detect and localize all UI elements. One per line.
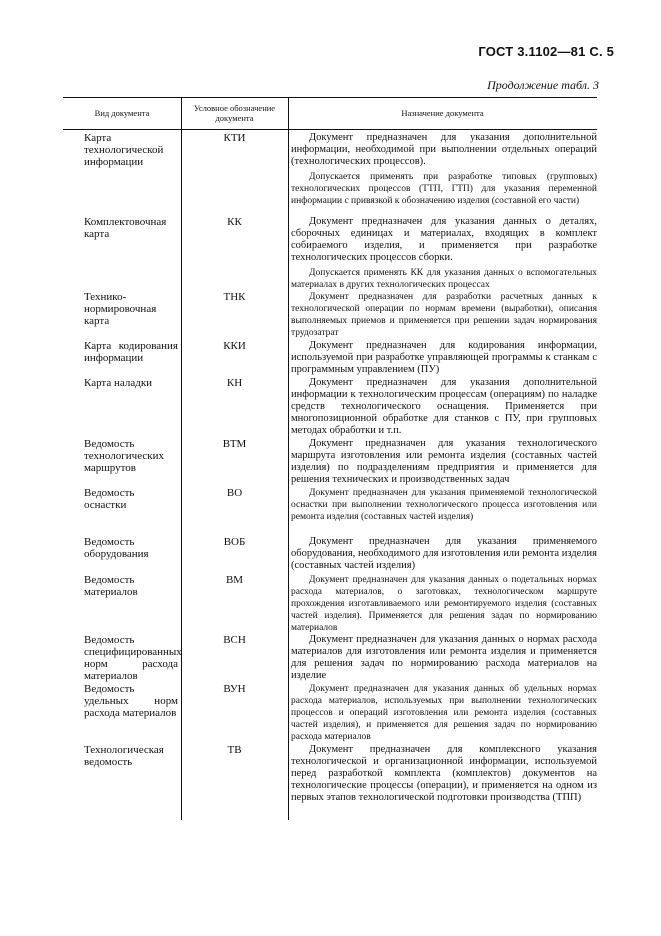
doc-purpose (291, 634, 597, 682)
doc-code: ВОБ (223, 536, 246, 548)
purpose-paragraph: Документ предназначен для указания технологического маршрута изготовления или ремонта изделия (составных частей изделия) по подразделениям предприятия и применяется для решения технических и производственных задач (291, 438, 597, 485)
doc-type-name: Ведомость материалов (84, 574, 138, 598)
doc-type-name: Карта кодирования информации (84, 340, 178, 364)
doc-type-name: Ведомость специфицированных норм расхода материалов (84, 634, 182, 682)
table-continuation-label: Продолжение табл. 3 (487, 78, 599, 92)
doc-code: ВО (226, 487, 243, 499)
table-column-divider (181, 97, 182, 820)
doc-type-name: Технологическая ведомость (84, 744, 164, 768)
purpose-paragraph: Документ предназначен для указания данных о подетальных нормах расхода материалов, о заготовках, технологическом маршруте прохождения изготавливаемого или ремонтируемого изделия (составных частей изделия). Применяется для решения задач по нормированию материалов (291, 575, 597, 633)
doc-type-name: Ведомость технологических маршрутов (84, 438, 164, 474)
doc-purpose (291, 487, 597, 523)
doc-type-name: Карта технологической информации (84, 132, 164, 168)
column-header-doc-type: Вид документа (94, 108, 150, 118)
doc-code: КК (227, 216, 242, 228)
purpose-paragraph: Документ предназначен для указания применяемой технологической оснастки при выполнении технологического процесса изготовления или ремонта изделия (составных частей изделия) (291, 488, 597, 522)
doc-code: ВТМ (222, 438, 247, 450)
purpose-paragraph: Документ предназначен для кодирования информации, используемой при разработке управляющей программы к станкам с программным управлением (ПУ) (291, 340, 597, 375)
purpose-paragraph: Документ предназначен для комплексного указания технологической и организационной информации, используемой перед разработкой комплекта (комплектов) документов на технологические процессы (операции), и применяется на одном из первых этапов технологической подготовки производства (ТПП) (291, 744, 597, 803)
doc-purpose (291, 438, 597, 486)
purpose-paragraph: Документ предназначен для указания данных о нормах расхода материалов для изготовления или ремонта изделия и применяется для решения задач по нормированию расхода материалов на изделие (291, 634, 597, 681)
page-header-code: ГОСТ 3.1102—81 С. 5 (478, 44, 614, 59)
doc-purpose (291, 574, 597, 634)
column-header-doc-purpose: Назначение документа (401, 108, 484, 118)
doc-code: ТВ (227, 744, 242, 756)
purpose-paragraph: Допускается применять при разработке типовых (групповых) технологических процессов (ТТП, ГТП) для указания переменной информации с привязкой к обозначению изделия (составной его части) (291, 172, 597, 206)
doc-type-name: Ведомость оборудования (84, 536, 149, 560)
purpose-paragraph: Документ предназначен для указания дополнительной информации, необходимой при выполнении отдельных операций (технологических процессов). (291, 132, 597, 167)
column-header-doc-code: Условное обозначение документа (193, 103, 276, 123)
doc-purpose (291, 340, 597, 376)
purpose-paragraph: Документ предназначен для указания данных об удельных нормах расхода материалов, используемых при выполнении технологических процессов и операций изготовления или ремонта изделия (составных частей изделия), и применяется для решения задач по нормированию расхода материалов (291, 684, 597, 742)
doc-code: ВСН (223, 634, 246, 646)
doc-type-name: Комплектовочная карта (84, 216, 167, 240)
doc-code: ККИ (223, 340, 246, 352)
doc-code: ВМ (225, 574, 244, 586)
doc-type-name: Ведомость удельных норм расхода материалов (84, 683, 178, 719)
doc-purpose (291, 744, 597, 804)
table-column-divider (288, 97, 289, 820)
table-header-rule (63, 129, 597, 130)
doc-purpose (291, 536, 597, 572)
doc-type-name: Ведомость оснастки (84, 487, 135, 511)
doc-code: ТНК (223, 291, 246, 303)
purpose-paragraph: Документ предназначен для указания применяемого оборудования, необходимого для изготовления или ремонта изделия (составных частей изделия) (291, 536, 597, 571)
document-types-table (63, 97, 597, 820)
purpose-paragraph: Документ предназначен для разработки расчетных данных к технологической операции по нормам времени (выработки), описания выполняемых приемов и применяется при решении задач нормирования трудозатрат (291, 292, 597, 338)
doc-purpose (291, 291, 597, 339)
purpose-paragraph: Допускается применять КК для указания данных о вспомогательных материалах в других технологических процессах (291, 268, 597, 290)
doc-purpose (291, 216, 597, 291)
purpose-paragraph: Документ предназначен для указания дополнительной информации к технологическим процессам (операциям) по наладке средств технологического оснащения. Применяется при многопозиционной обработке для станков с ПУ, при групповых методах обработки и т.п. (291, 377, 597, 436)
doc-type-name: Карта наладки (84, 377, 153, 389)
doc-code: ВУН (223, 683, 246, 695)
doc-type-name: Технико-нормировочная карта (84, 291, 157, 327)
doc-purpose (291, 132, 597, 207)
purpose-paragraph: Документ предназначен для указания данных о деталях, сборочных единицах и материалах, входящих в комплект собираемого изделия, и применяется при разработке технологических процессов сборки. (291, 216, 597, 263)
doc-purpose (291, 377, 597, 437)
doc-code: КН (226, 377, 243, 389)
doc-code: КТИ (223, 132, 246, 144)
doc-purpose (291, 683, 597, 743)
